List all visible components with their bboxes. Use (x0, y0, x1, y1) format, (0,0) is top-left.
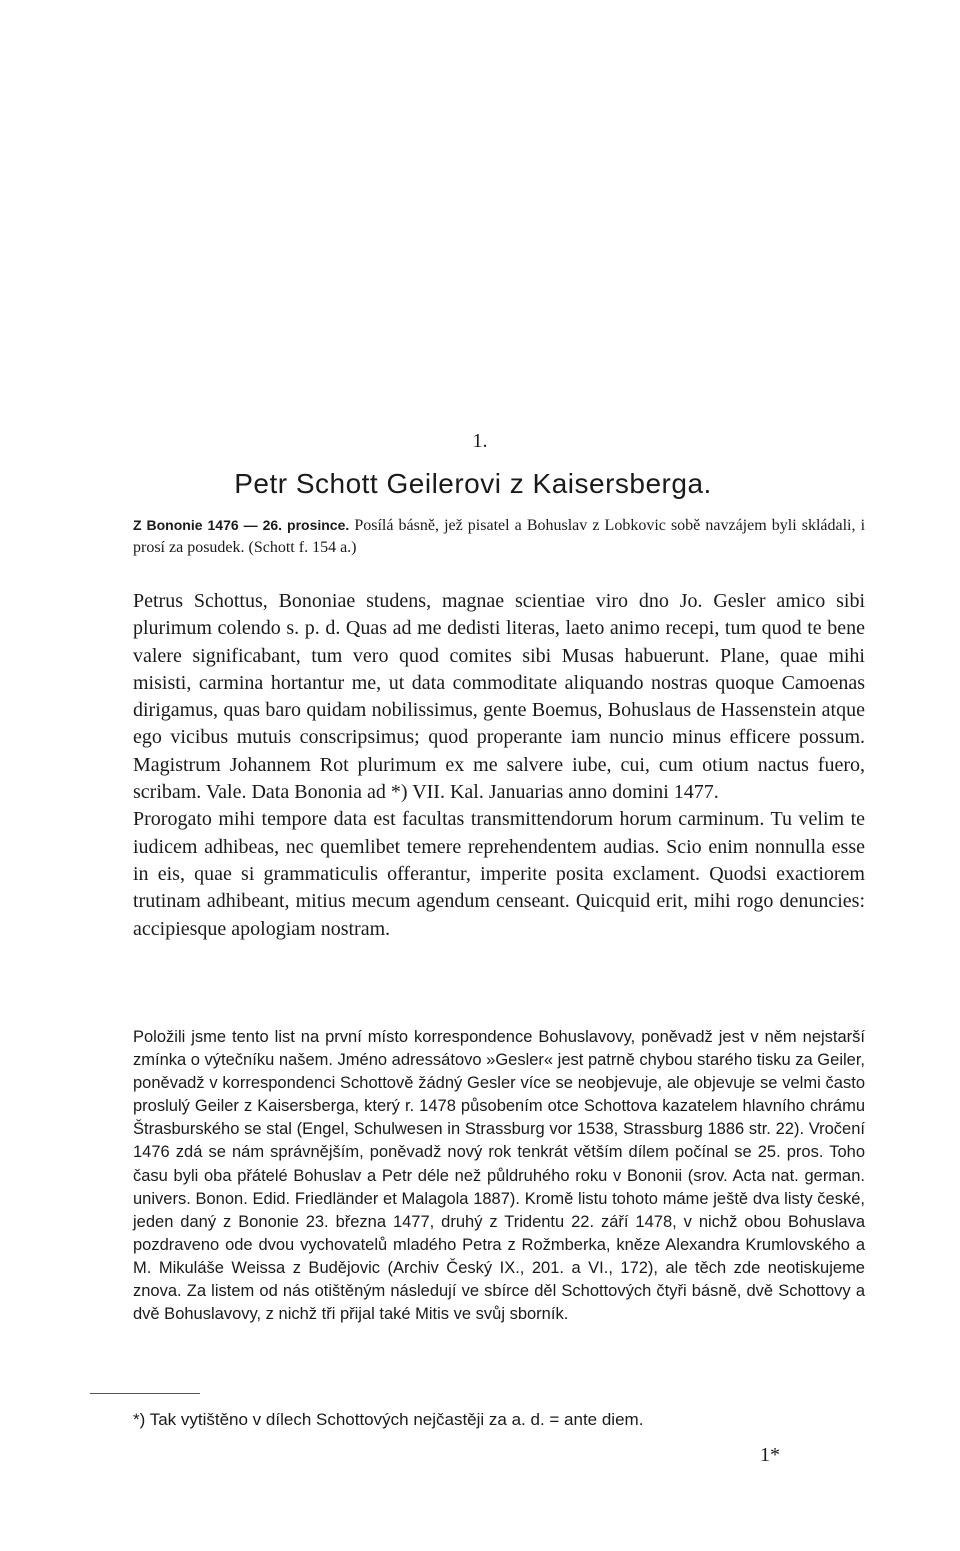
letter-paragraph-1: Petrus Schottus, Bononiae studens, magnae scientiae viro dno Jo. Gesler amico sibi plurimum colendo s. p. d. Quas ad me dedisti literas, laeto animo recepi, tum quod te bene valere significabant, tum vero quod comites sibi Musas habuerunt. Plane, quae mihi misisti, carmina hortantur me, ut data commoditate aliquando nostras quoque Camoenas dirigamus, quas baro quidam nobilissimus, gente Boemus, Bohuslaus de Hassenstein atque ego vicibus mutuis conscripsimus; quod properante iam nuncio minus efficere possum. Magistrum Johannem Rot plurimum ex me salvere iube, cui, cum otium nactus fuero, scribam. Vale. Data Bononia ad *) VII. Kal. Januarias anno domini 1477. (133, 590, 865, 804)
header-date: Z Bononie 1476 — 26. prosince. (133, 517, 350, 533)
letter-body (133, 588, 865, 943)
footnote: *) Tak vytištěno v dílech Schottových nejčastěji za a. d. = ante diem. (133, 1410, 644, 1429)
letter-number: 1. (472, 430, 488, 452)
header-summary: Posílá básně, jež pisatel a Bohuslav z Lobkovic sobě navzájem byli skládali, i prosí za posudek. (Schott f. 154 a.) (133, 517, 866, 556)
page-signature: 1* (760, 1444, 780, 1466)
letter-title: Petr Schott Geilerovi z Kaisersberga. (234, 468, 712, 499)
letter-paragraph-2: Prorogato mihi tempore data est facultas transmittendorum horum carminum. Tu velim te iudicem adhibeas, nec quemlibet temere reprehendentem audias. Scio enim nonnulla esse in eis, quae si grammaticulis offerantur, imperite posita exclament. Quodsi exactiorem trutinam adhibeant, mitius mecum agendum censeant. Quicquid erit, mihi rogo denuncies: accipiesque apologiam nostram. (133, 808, 865, 940)
editorial-commentary: Položili jsme tento list na první místo korrespondence Bohuslavovy, poněvadž jest v něm nejstarší zmínka o výtečníku našem. Jméno adressátovo »Gesler« jest patrně chybou starého tisku za Geiler, poněvadž v korrespondenci Schottově žádný Gesler více se neobjevuje, ale objevuje se velmi často proslulý Geiler z Kaisersberga, který r. 1478 působením otce Schottova kazatelem hlavního chrámu Štrasburského se stal (Engel, Schulwesen in Strassburg vor 1538, Strassburg 1886 str. 22). Vročení 1476 zdá se nám správnějším, poněvadž nový rok tenkrát větším dílem počínal se 25. pros. Toho času byli oba přátelé Bohuslav a Petr déle než půldruhého roku v Bononii (srov. Acta nat. german. univers. Bonon. Edid. Friedländer et Malagola 1887). Kromě listu tohoto máme ještě dva listy české, jeden daný z Bononie 23. března 1477, druhý z Tridentu 22. září 1478, v nichž obou Bohuslava pozdraveno ode dvou vychovatelů mladého Petra z Rožmberka, kněze Alexandra Krumlovského a M. Mikuláše Weissa z Budějovic (Archiv Český IX., 201. a VI., 172), ale těch zde neotiskujeme znova. Za listem od nás otištěným následují ve sbírce děl Schottových čtyři básně, dvě Schottovy a dvě Bohuslavovy, z nichž tři přijal také Mitis ve svůj sborník. (133, 1028, 865, 1324)
letter-header (133, 514, 865, 559)
footnote-divider (90, 1393, 200, 1394)
